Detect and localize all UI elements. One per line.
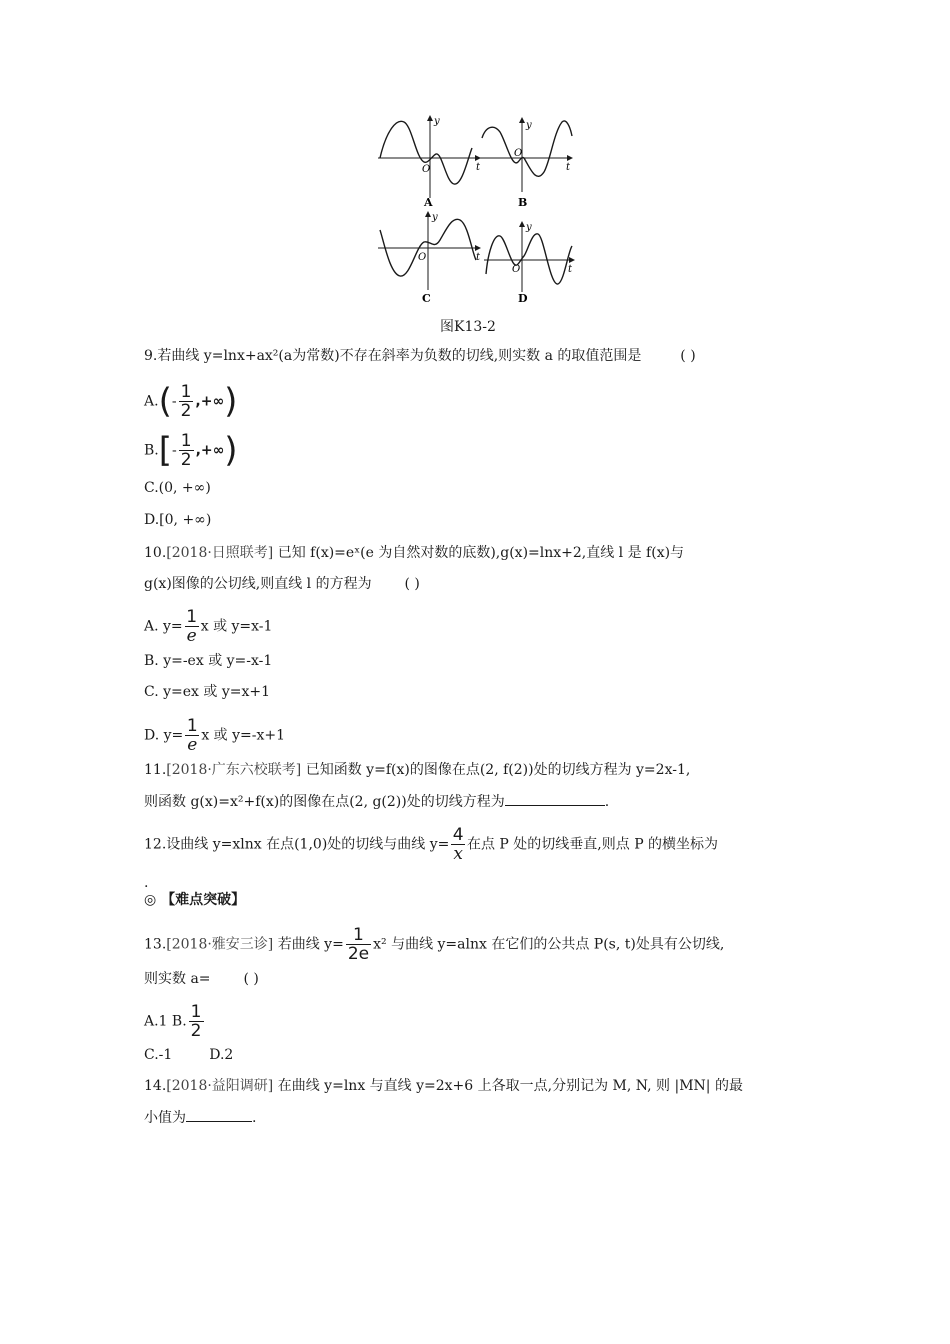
- q10-a-post: x 或 y=x-1: [200, 618, 273, 635]
- q10-source: [2018·日照联考]: [166, 545, 274, 561]
- q10-d-den: e: [187, 735, 198, 755]
- graph-a-label: A: [424, 196, 433, 209]
- graph-c-origin: O: [418, 252, 427, 263]
- q14-stem-line2: [144, 1107, 256, 1128]
- q9-a-tail: ,+∞: [195, 393, 225, 410]
- q9-a-sign: -: [171, 393, 177, 410]
- q9-a-open: (: [158, 381, 172, 422]
- q14-stem2: 小值为: [144, 1110, 186, 1126]
- q13-b-den: 2: [190, 1021, 202, 1041]
- q10-stem-line2: [144, 574, 420, 594]
- q11-stem2: 则函数 g(x)=x²+f(x)的图像在点(2, g(2))处的切线方程为: [144, 794, 505, 810]
- q12-den: x: [453, 844, 463, 864]
- graph-c: [378, 212, 481, 305]
- graph-d-y-label: y: [526, 222, 532, 233]
- q14-answer-blank[interactable]: [186, 1107, 252, 1122]
- q10-a-fraction: [185, 608, 199, 645]
- q9-option-b: [144, 432, 238, 469]
- q10-d-post: x 或 y=-x+1: [201, 727, 286, 744]
- q11-stem1: 已知函数 y=f(x)的图像在点(2, f(2))处的切线方程为 y=2x-1,: [305, 762, 691, 778]
- q14-source: [2018·益阳调研]: [166, 1078, 274, 1094]
- q9-a-fraction: [179, 383, 194, 420]
- q9-option-c: C.(0, +∞): [144, 480, 211, 496]
- q9-b-close: ): [224, 430, 238, 471]
- q13-option-b-prefix: B.: [171, 1013, 187, 1030]
- q13-bracket: ( ): [243, 971, 259, 987]
- q13-option-c: C.-1: [144, 1047, 173, 1063]
- q9-b-num: 1: [180, 431, 192, 451]
- q14-stem-line1: [144, 1076, 743, 1096]
- q12-fraction: [451, 826, 465, 863]
- figure-k13-2: [372, 112, 582, 312]
- q11-source: [2018·广东六校联考]: [166, 762, 302, 778]
- q10-option-a: [144, 608, 272, 645]
- q13-stem2: 则实数 a=: [144, 971, 211, 987]
- q13-option-a: A.1: [144, 1013, 168, 1030]
- q13-option-d: D.2: [209, 1047, 234, 1063]
- q9-option-d: D.[0, +∞): [144, 512, 212, 528]
- graph-b-y-label: y: [526, 120, 532, 131]
- q10-stem2: g(x)图像的公切线,则直线 l 的方程为: [144, 576, 372, 592]
- q14-stem1: 在曲线 y=lnx 与直线 y=2x+6 上各取一点,分别记为 M, N, 则 |MN| 的最: [277, 1078, 743, 1094]
- q13-stem-line2: [144, 969, 259, 989]
- q13-num: 1: [353, 925, 364, 945]
- graph-b-label: B: [518, 196, 528, 209]
- section-difficult: [144, 890, 245, 910]
- graph-b-origin: O: [514, 148, 523, 159]
- graph-a-y-label: y: [434, 116, 440, 127]
- wave-graphs: [372, 112, 582, 312]
- graph-b-t-label: t: [566, 162, 571, 173]
- graph-d: [484, 222, 574, 305]
- graph-d-t-label: t: [568, 264, 573, 275]
- q10-stem1: 已知 f(x)=eˣ(e 为自然对数的底数),g(x)=lnx+2,直线 l 是 f(x)与: [277, 545, 685, 561]
- q13-b-num: 1: [190, 1002, 202, 1022]
- q10-bracket: ( ): [404, 576, 420, 592]
- q13-pre: 若曲线 y=: [277, 936, 344, 953]
- q9-a-prefix: A.: [144, 393, 159, 410]
- q10-option-d: [144, 717, 285, 754]
- q14-end: .: [252, 1110, 257, 1126]
- q9-b-sign: -: [172, 442, 177, 459]
- q9-option-a: [144, 383, 237, 420]
- graph-a: [378, 116, 481, 209]
- q9-bracket: ( ): [680, 348, 696, 364]
- q9-b-den: 2: [180, 450, 192, 470]
- q10-d-prefix: D. y=: [144, 727, 184, 744]
- graph-c-y-label: y: [432, 212, 438, 223]
- graph-d-origin: O: [512, 264, 521, 275]
- q9-a-den: 2: [180, 401, 192, 421]
- q12-end: .: [144, 875, 149, 891]
- q10-option-b: B. y=-ex 或 y=-x-1: [144, 653, 273, 669]
- q13-number: 13.: [144, 936, 167, 953]
- q9-a-close: ): [224, 381, 238, 422]
- q10-option-c: C. y=ex 或 y=x+1: [144, 684, 271, 700]
- q13-den: 2e: [347, 944, 370, 964]
- q13-source: [2018·雅安三诊]: [166, 936, 274, 953]
- q10-a-den: e: [186, 626, 197, 646]
- q13-options-cd: [144, 1045, 233, 1065]
- q11-number: 11.: [144, 762, 167, 778]
- q9-b-prefix: B.: [144, 442, 159, 459]
- q11-stem-line1: [144, 760, 690, 780]
- graph-a-t-label: t: [476, 162, 481, 173]
- q9-stem-text: 9.若曲线 y=lnx+ax²(a为常数)不存在斜率为负数的切线,则实数 a 的取值范围是: [144, 348, 642, 364]
- q10-stem-line1: [144, 543, 684, 563]
- q12-stem: [144, 826, 718, 863]
- graph-c-t-label: t: [476, 252, 481, 263]
- graph-c-label: C: [422, 292, 431, 305]
- q9-b-fraction: [179, 432, 194, 469]
- q9-a-num: 1: [180, 382, 192, 402]
- q9-b-open: [: [158, 430, 173, 471]
- q12-num: 4: [452, 825, 464, 845]
- q10-number: 10.: [144, 545, 167, 561]
- graph-b: [480, 118, 572, 209]
- q13-post: x² 与曲线 y=alnx 在它们的公共点 P(s, t)处具有公切线,: [373, 936, 725, 953]
- q13-stem-line1: [144, 926, 724, 963]
- q10-a-prefix: A. y=: [144, 618, 183, 635]
- q10-d-fraction: [185, 717, 199, 754]
- graph-d-label: D: [518, 292, 528, 305]
- q13-fraction: [346, 926, 371, 963]
- q11-end: .: [604, 794, 610, 810]
- figure-caption: 图K13-2: [440, 319, 496, 335]
- section-title: 【难点突破】: [161, 892, 246, 908]
- q10-a-num: 1: [186, 607, 198, 627]
- graph-a-origin: O: [422, 164, 431, 175]
- q11-answer-blank[interactable]: [505, 791, 605, 806]
- q10-d-num: 1: [186, 716, 198, 736]
- q12-post: 在点 P 处的切线垂直,则点 P 的横坐标为: [466, 836, 719, 853]
- q12-pre: 12.设曲线 y=xlnx 在点(1,0)处的切线与曲线 y=: [144, 836, 450, 853]
- q9-b-tail: ,+∞: [195, 442, 225, 459]
- q14-number: 14.: [144, 1078, 167, 1094]
- q13-options-ab: [144, 1003, 206, 1040]
- q13-b-fraction: [189, 1003, 204, 1040]
- q11-stem-line2: [144, 791, 609, 812]
- section-bullet-icon: ◎: [144, 892, 157, 908]
- q9-stem: [144, 346, 696, 366]
